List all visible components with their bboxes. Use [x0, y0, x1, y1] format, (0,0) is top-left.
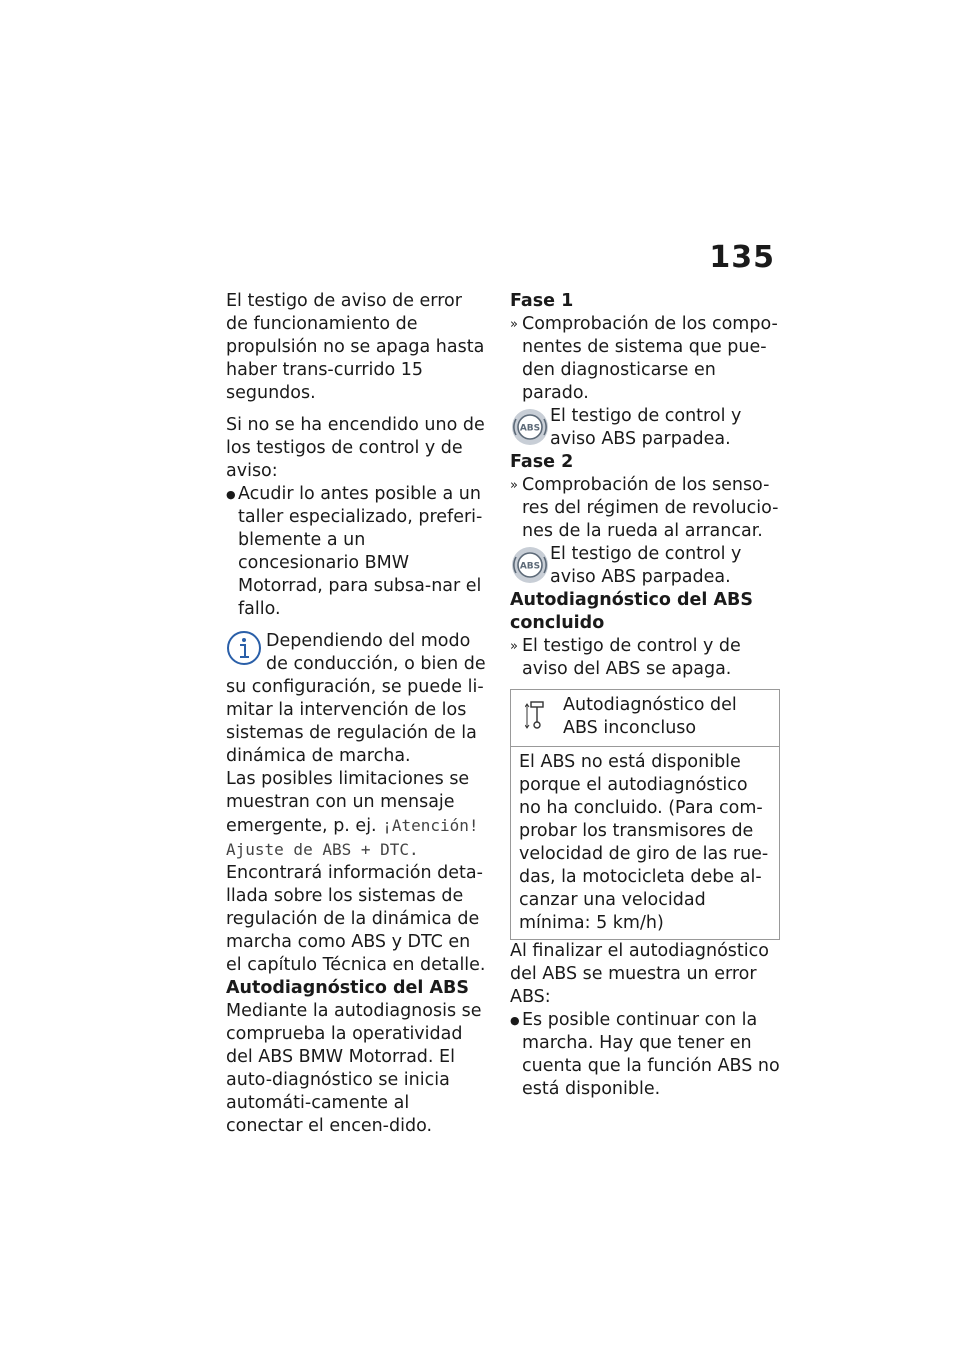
paragraph: Al finalizar el autodiagnóstico del ABS se muestra un error ABS:	[510, 941, 769, 1007]
abs-warning-light-icon	[510, 407, 550, 447]
bullet-item: ● Es posible continuar con la marcha. Hay que tener en cuenta que la función ABS no está disponible.	[510, 1009, 780, 1101]
note-text: Las posibles limitaciones se muestran con un mensaje emergente, p. ej.	[226, 769, 470, 836]
arrow-item-text: Comprobación de los compo-nentes de sistema que pue-den diagnosticarse en parado.	[522, 314, 778, 403]
arrow-item-text: El testigo de control y de aviso del ABS se apaga.	[522, 636, 741, 679]
arrow-marker: »	[510, 478, 518, 493]
note-text: su configuración, se puede li-mitar la intervención de los sistemas de regulación de la dinámica de marcha.	[226, 677, 484, 766]
right-column	[510, 290, 780, 1101]
lamp-text: El testigo de control y aviso ABS parpadea.	[550, 406, 742, 449]
paragraph: Mediante la autodiagnosis se comprueba la operatividad del ABS BMW Motorrad. El auto-diagnóstico se inicia automáti-camente al conectar el encen-dido.	[226, 1001, 482, 1136]
section-heading: Autodiagnóstico del ABS concluido	[510, 590, 753, 633]
arrow-marker: »	[510, 317, 518, 332]
arrow-marker: »	[510, 639, 518, 654]
paragraph: El testigo de aviso de error de funcionamiento de propulsión no se apaga hasta haber trans-currido 15 segundos.	[226, 291, 485, 403]
left-column	[226, 290, 488, 1138]
info-box-text: El ABS no está disponible porque el autodiagnóstico no ha concluido. (Para com-probar los transmisores de velocidad de giro de las rue-das, la motocicleta debe al-canzar una velocidad mínima: 5 km/h)	[519, 752, 769, 933]
lamp-note	[510, 543, 780, 589]
arrow-item	[510, 474, 780, 543]
info-box	[510, 689, 780, 940]
arrow-item	[510, 635, 780, 681]
section-heading: Autodiagnóstico del ABS	[226, 978, 469, 998]
arrow-item	[510, 313, 780, 405]
paragraph: Si no se ha encendido uno de los testigos de control y de aviso:	[226, 415, 485, 481]
popup-message: ¡Atención! Ajuste de ABS + DTC.	[226, 816, 479, 859]
arrow-item-text: Comprobación de los senso-res del régimen de revolucio-nes de la rueda al arrancar.	[522, 475, 779, 541]
info-note	[226, 630, 488, 768]
info-box-body	[511, 747, 779, 939]
abs-icon-label: ABS	[519, 561, 541, 572]
bullet-item: ● Acudir lo antes posible a un taller especializado, preferi-blemente a un concesionario BMW Motorrad, para subsa-nar el fallo.	[226, 483, 488, 621]
paragraph: Encontrará información deta-llada sobre los sistemas de regulación de la dinámica de marcha como ABS y DTC en el capítulo Técnica en detalle.	[226, 863, 486, 975]
info-icon	[226, 630, 262, 666]
abs-warning-light-icon	[510, 545, 550, 585]
section-heading: Fase 2	[510, 452, 574, 472]
info-box-header	[511, 690, 779, 747]
page-number: 135	[709, 240, 775, 275]
note-first-line: Dependiendo del modo de conducción, o bien de	[266, 631, 486, 674]
paragraph	[226, 768, 488, 862]
info-box-title: Autodiagnóstico del ABS inconcluso	[563, 695, 737, 738]
lamp-note	[510, 405, 780, 451]
service-tool-icon	[525, 700, 549, 730]
lamp-text: El testigo de control y aviso ABS parpadea.	[550, 544, 742, 587]
section-heading: Fase 1	[510, 291, 574, 311]
abs-icon-label: ABS	[519, 423, 541, 434]
